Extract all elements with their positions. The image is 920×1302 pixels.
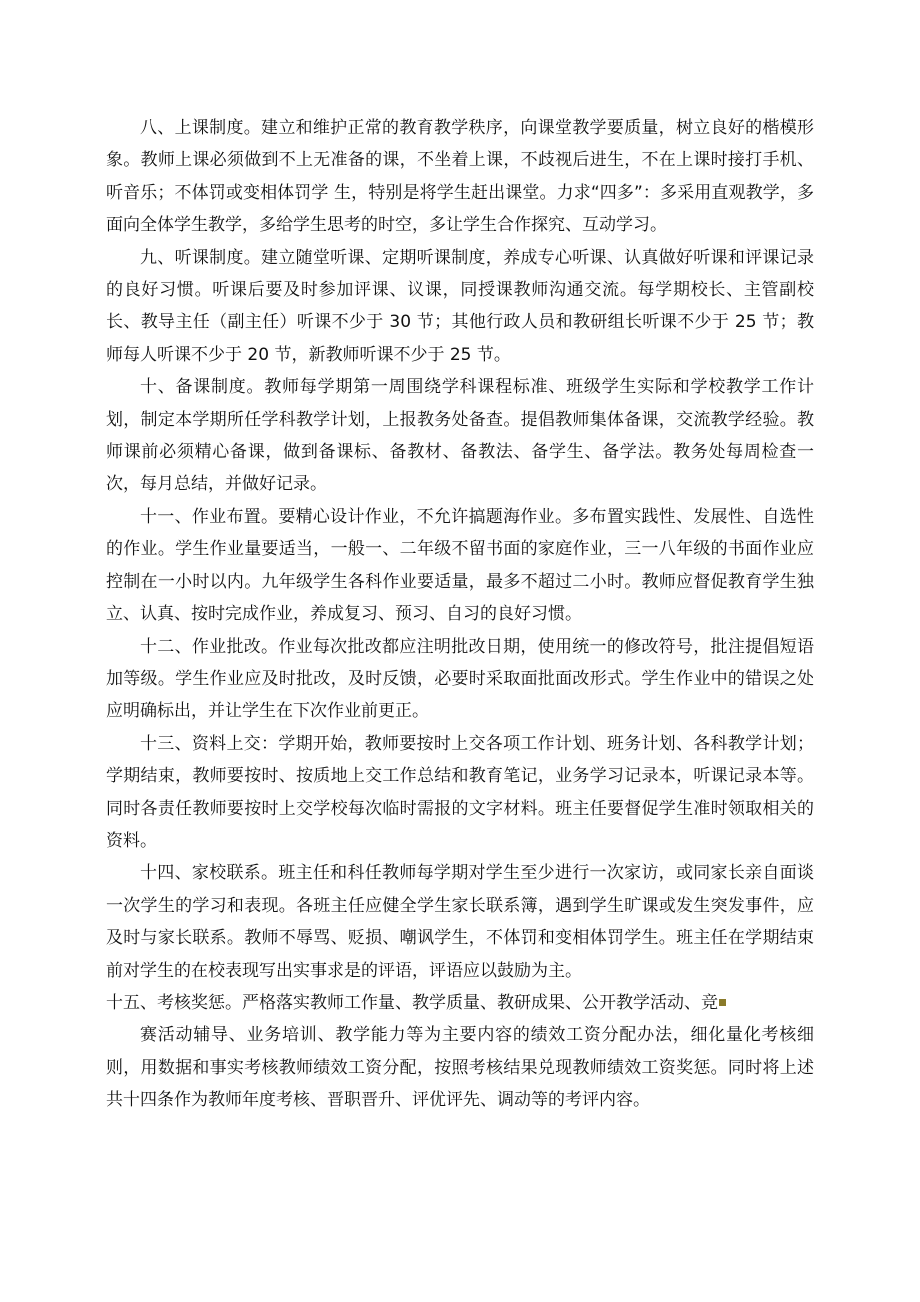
document-body: [106, 112, 814, 1117]
small-square-mark-icon: [719, 999, 726, 1006]
paragraph-8-class-system: 八、上课制度。建立和维护正常的教育教学秩序，向课堂教学要质量，树立良好的楷模形象。教师上课必须做到不上无准备的课，不坐着上课，不歧视后进生，不在上课时接打手机、听音乐；不体罚或变相体罚学 生，特别是将学生赶出课堂。力求“四多”：多采用直观教学，多面向全体学生教学，多给学生思考的时空，多让学生合作探究、互动学习。: [106, 118, 814, 236]
paragraph-15-lead-text: 十五、考核奖惩。严格落实教师工作量、教学质量、教研成果、公开教学活动、竞: [106, 992, 718, 1013]
paragraph-10-lesson-preparation: 十、备课制度。教师每学期第一周围绕学科课程标准、班级学生实际和学校教学工作计划，制定本学期所任学科教学计划，上报教务处备查。提倡教师集体备课，交流教学经验。教师课前必须精心备课，做到备课标、备教材、备教法、备学生、备学法。教务处每周检查一次，每月总结，并做好记录。: [106, 377, 814, 495]
paragraph-9-lesson-observation: 九、听课制度。建立随堂听课、定期听课制度，养成专心听课、认真做好听课和评课记录的良好习惯。听课后要及时参加评课、议课，同授课教师沟通交流。每学期校长、主管副校长、教导主任（副主任）听课不少于 30 节；其他行政人员和教研组长听课不少于 25 节；教师每人听课不少于 20 节，新教师听课不少于 25 节。: [106, 247, 814, 365]
paragraph-14-home-school-contact: 十四、家校联系。班主任和科任教师每学期对学生至少进行一次家访，或同家长亲自面谈一次学生的学习和表现。各班主任应健全学生家长联系簿，遇到学生旷课或发生突发事件，应及时与家长联系。教师不辱骂、贬损、嘲讽学生，不体罚和变相体罚学生。班主任在学期结束前对学生的在校表现写出实事求是的评语，评语应以鼓励为主。: [106, 863, 814, 981]
paragraph-15-lead-line: [106, 987, 814, 1019]
paragraph-13-material-submission: 十三、资料上交：学期开始，教师要按时上交各项工作计划、班务计划、各科教学计划；学期结束，教师要按时、按质地上交工作总结和教育笔记，业务学习记录本，听课记录本等。同时各责任教师要按时上交学校每次临时需报的文字材料。班主任要督促学生准时领取相关的资料。: [106, 733, 814, 851]
paragraph-11-homework-assignment: 十一、作业布置。要精心设计作业，不允许搞题海作业。多布置实践性、发展性、自选性的作业。学生作业量要适当，一般一、二年级不留书面的家庭作业，三一八年级的书面作业应控制在一小时以内。九年级学生各科作业要适量，最多不超过二小时。教师应督促教育学生独立、认真、按时完成作业，养成复习、预习、自习的良好习惯。: [106, 506, 814, 625]
paragraph-12-homework-grading: 十二、作业批改。作业每次批改都应注明批改日期，使用统一的修改符号，批注提倡短语加等级。学生作业应及时批改，及时反馈，必要时采取面批面改形式。学生作业中的错误之处应明确标出，并让学生在下次作业前更正。: [106, 636, 814, 722]
paragraph-15-assessment-rewards: 赛活动辅导、业务培训、教学能力等为主要内容的绩效工资分配办法，细化量化考核细则，用数据和事实考核教师绩效工资分配，按照考核结果兑现教师绩效工资奖惩。同时将上述共十四条作为教师年度考核、晋职晋升、评优评先、调动等的考评内容。: [106, 1025, 814, 1111]
